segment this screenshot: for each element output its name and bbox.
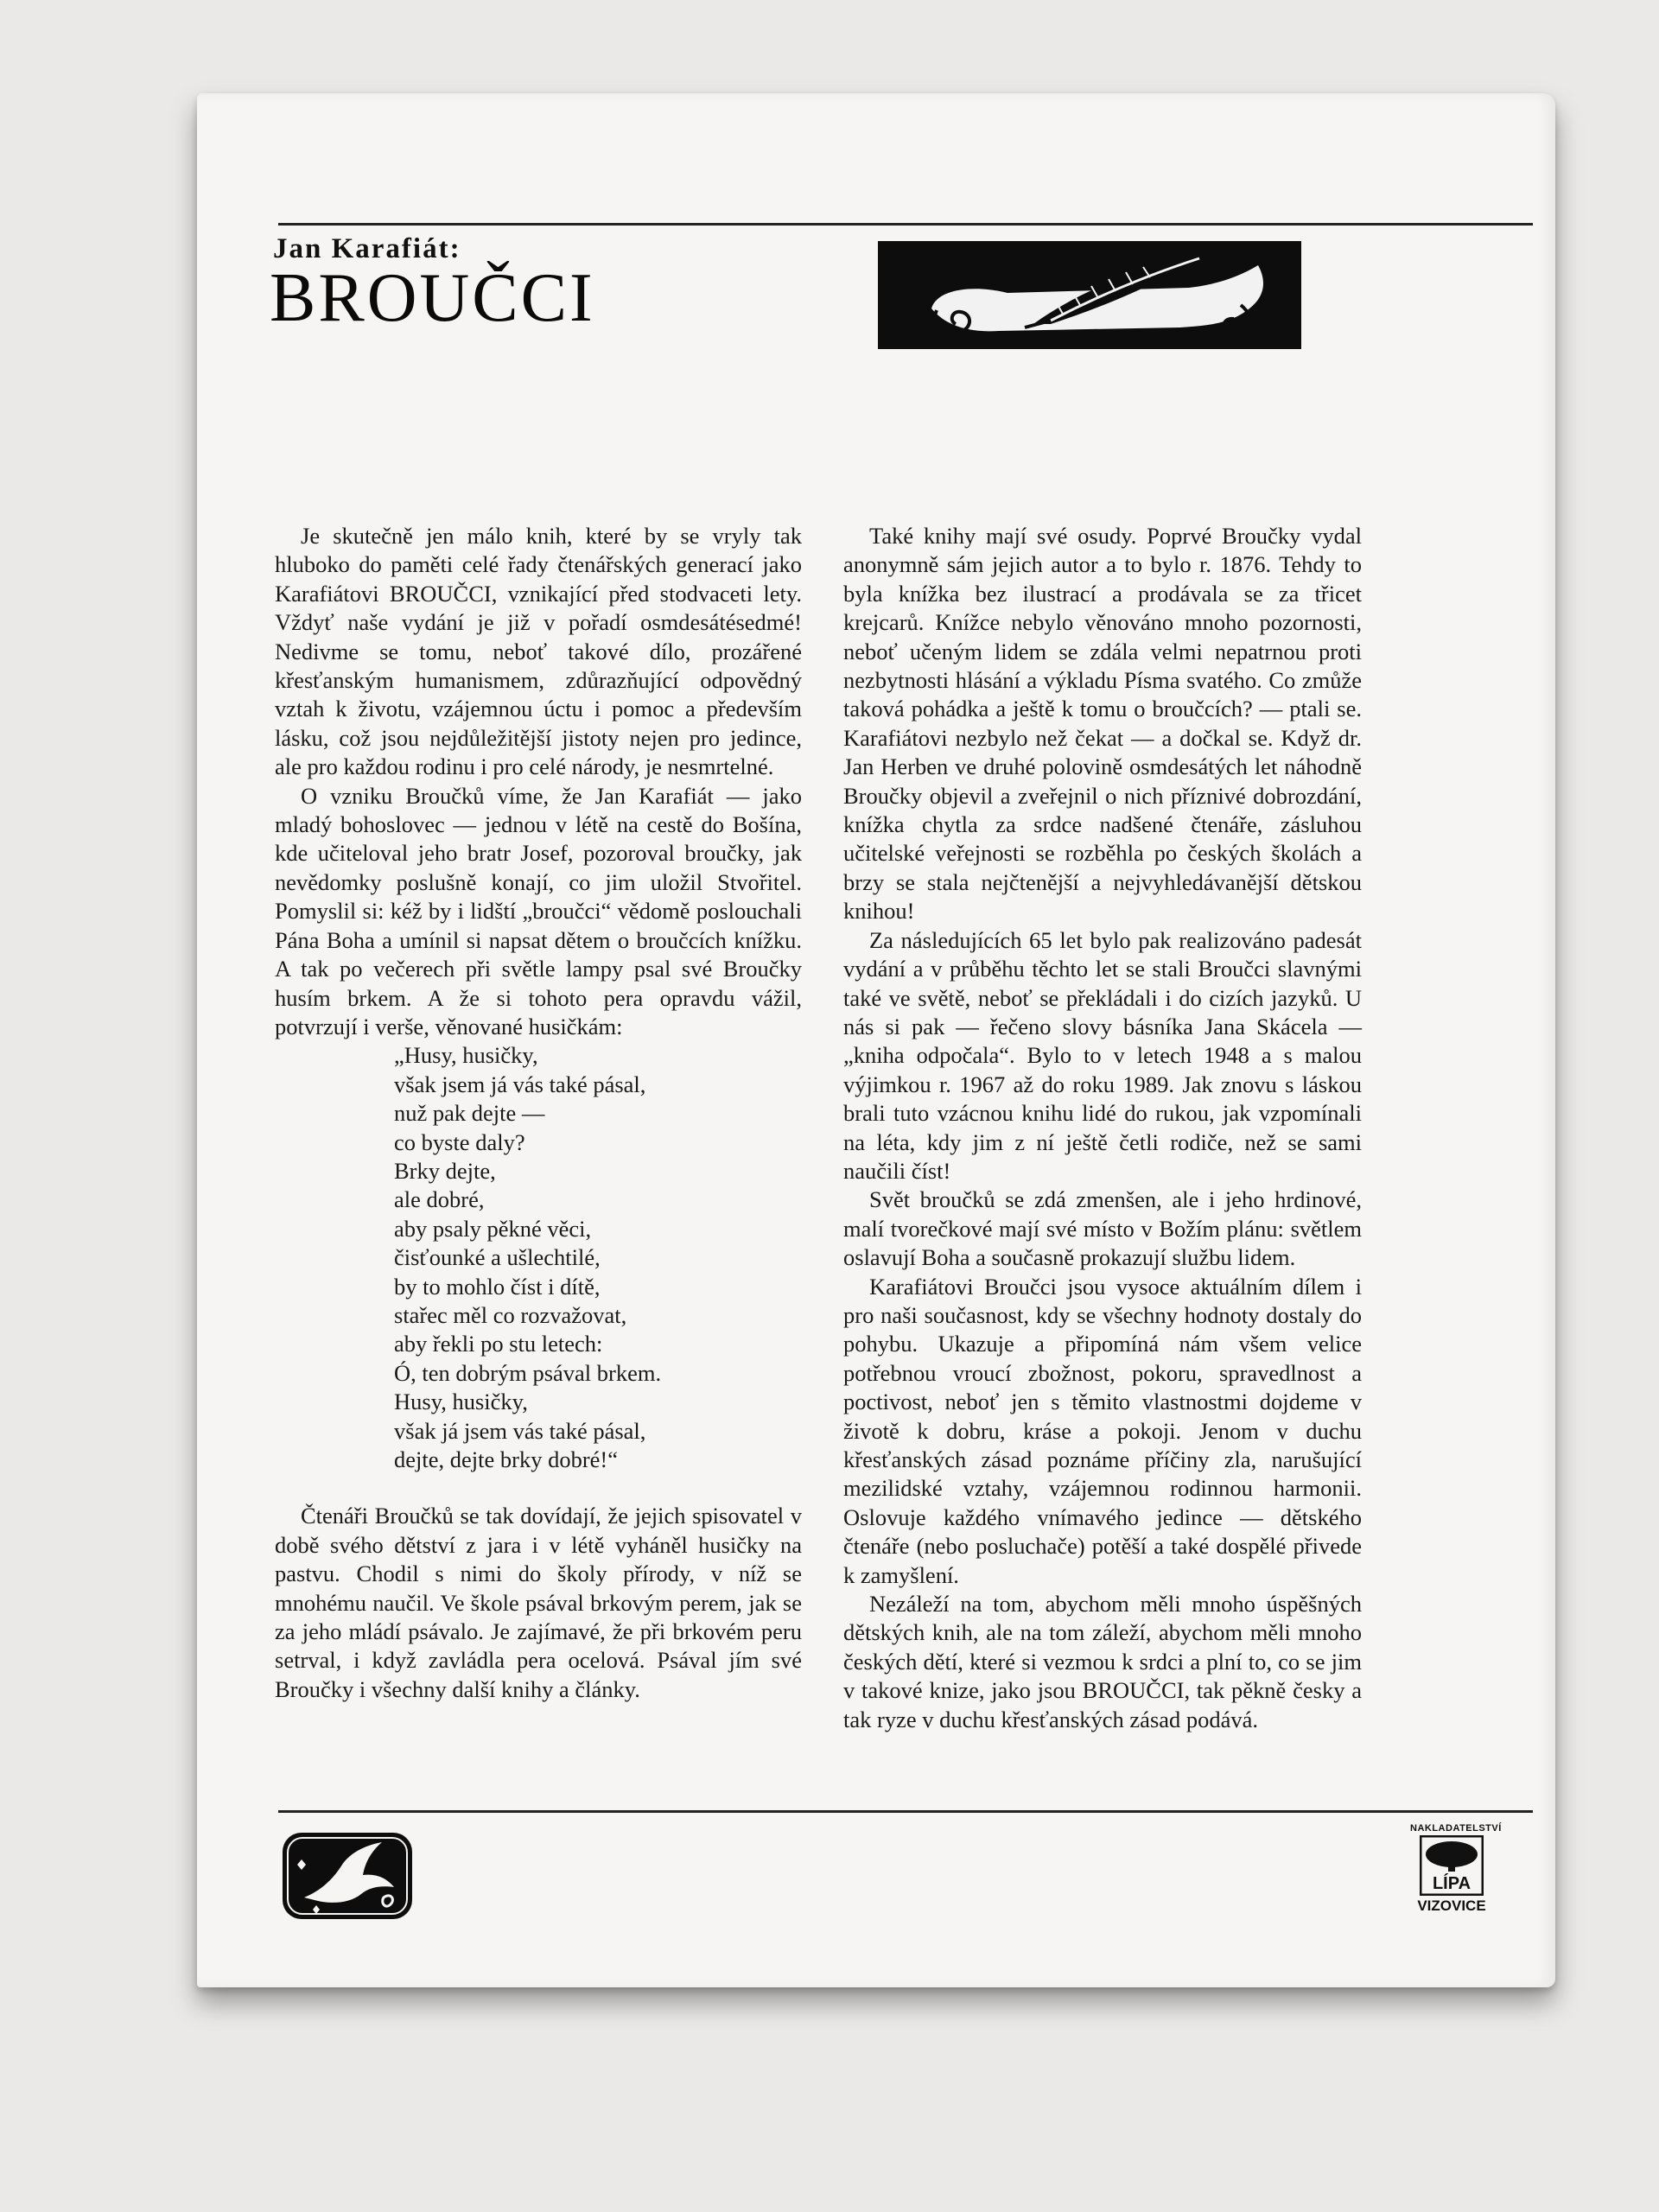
book-title: BROUČCI bbox=[270, 260, 595, 336]
poem-line: dejte, dejte brky dobré!“ bbox=[394, 1446, 618, 1472]
poem-line: Ó, ten dobrým psával brkem. bbox=[394, 1359, 662, 1386]
poem bbox=[394, 1041, 802, 1474]
publisher-logo bbox=[1410, 1823, 1502, 1915]
poem-line: však já jsem vás také pásal, bbox=[394, 1417, 646, 1444]
poem-line: aby řekli po stu letech: bbox=[394, 1331, 603, 1357]
linden-tree-icon bbox=[1420, 1835, 1484, 1896]
paragraph: O vzniku Broučků víme, že Jan Karafiát — jako mladý bohoslovec — jednou v létě na cestě do Bošína, kde učiteloval jeho bratr Josef, pozoroval broučky, jak nevědomky poslušně konají, co jim uložil Stvořitel. Pomyslil si: kéž by i lidští „broučci“ vědomě poslouchali Pána Boha a umínil si napsat dětem o broučcích knížku. A tak po večerech při světle lampy psal své Broučky husím brkem. A že si tohoto pera opravdu vážil, potvrzují i verše, věnované husičkám: bbox=[275, 782, 802, 1039]
poem-line: stařec měl co rozvažovat, bbox=[394, 1301, 627, 1328]
paragraph: Karafiátovi Broučci jsou vysoce aktuálním dílem i pro naši současnost, kdy se všechny hodnoty dostaly do pohybu. Ukazuje a připomíná nám všem velice potřebnou vroucí zbožnost, pokoru, spravedlnost a poctivost, neboť jen s těmito vlastnostmi dojdeme v životě k dobru, kráse a pokoji. Jenom v duchu křesťanských zásad poznáme příčiny zla, narušující mezilidské vztahy, vzájemnou rodinnou harmonii. Oslovuje každého vnímavého jedince — dětského čtenáře (nebo posluchače) potěší a také dospělé přivede k zamyšlení. bbox=[843, 1273, 1362, 1588]
quill-scroll-icon bbox=[878, 241, 1301, 349]
paragraph: Také knihy mají své osudy. Poprvé Broučky vydal anonymně sám jejich autor a to bylo r. 1876. Tehdy to byla knížka bez ilustrací a prodávala se za třicet krejcarů. Knížce nebylo věnováno mnoho pozornosti, neboť učeným lidem se zdála velmi nepatrnou proti nezbytnosti hlásání a výkladu Písma svatého. Co zmůže taková pohádka a ještě k tomu o broučcích? — ptali se. Karafiátovi nezbylo než čekat — a dočkal se. Když dr. Jan Herben ve druhé polovině osmdesátých let náhodně Broučky objevil a zveřejnil o nich příznivé dobrozdání, knížka chytla za srdce nadšené čtenáře, zásluhou učitelské veřejnosti se rozběhla po českých školách a brzy se stala nejčtenější a nejvyhledávanější dětskou knihou! bbox=[843, 523, 1362, 925]
author-name: Jan Karafiát: bbox=[273, 233, 461, 264]
spacer bbox=[275, 1474, 802, 1502]
paragraph: Čtenáři Broučků se tak dovídají, že jejich spisovatel v době svého dětství z jara i v létě vyháněl husičky na pastvu. Chodil s nimi do školy přírody, v níž se mnohému naučil. Ve škole psával brkovým perem, jak se za jeho mládí psávalo. Je zajímavé, že při brkovém peru setrval, i když zavládla pera ocelová. Psával jím své Broučky i všechny další knihy a články. bbox=[275, 1503, 802, 1702]
dove-emblem bbox=[280, 1830, 415, 1922]
poem-line: Husy, husičky, bbox=[394, 1389, 528, 1415]
quill-scroll-illustration bbox=[878, 241, 1301, 349]
paragraph: Svět broučků se zdá zmenšen, ale i jeho hrdinové, malí tvorečkové mají své místo v Božím plánu: světlem oslavují Boha a současně prokazují službu lidem. bbox=[843, 1186, 1362, 1271]
poem-line: aby psaly pěkné věci, bbox=[394, 1215, 592, 1242]
publisher-city: VIZOVICE bbox=[1417, 1897, 1486, 1914]
poem-line: by to mohlo číst i dítě, bbox=[394, 1273, 601, 1300]
paragraph: Nezáleží na tom, abychom měli mnoho úspěšných dětských knih, ale na tom záleží, abychom měli mnoho českých dětí, které si vezmou k srdci a plní to, co se jim v takové knize, jako jsou BROUČCI, tak pěkně česky a tak ryze v duchu křesťanských zásad podává. bbox=[843, 1591, 1362, 1732]
poem-line: co byste daly? bbox=[394, 1128, 525, 1155]
poem-line: „Husy, husičky, bbox=[394, 1042, 538, 1069]
poem-line: ale dobré, bbox=[394, 1186, 485, 1213]
bottom-rule bbox=[278, 1810, 1533, 1813]
paragraph: Je skutečně jen málo knih, které by se vryly tak hluboko do paměti celé řady čtenářských generací jako Karafiátovi BROUČCI, vznikající před stodvaceti lety. Vždyť naše vydání je již v pořadí osmdesátésedmé! Nedivme se tomu, neboť takové dílo, prozářené křesťanským humanismem, zdůrazňující odpovědný vztah k životu, vzájemnou úctu i pomoc a především lásku, což jsou nejdůležitější jistoty nejen pro jedince, ale pro každou rodinu i pro celé národy, je nesmrtelné. bbox=[275, 523, 802, 780]
poem-line: však jsem já vás také pásal, bbox=[394, 1071, 646, 1097]
publisher-logo-text: LÍPA bbox=[1432, 1874, 1471, 1893]
poem-line: Brky dejte, bbox=[394, 1157, 496, 1184]
paragraph: Za následujících 65 let bylo pak realizováno padesát vydání a v průběhu těchto let se stali Broučci slavnými také ve světě, neboť se překládali i do cizích jazyků. U nás si pak — řečeno slovy básníka Jana Skácela — „kniha odpočala“. Bylo to v letech 1948 a s malou výjimkou r. 1967 až do roku 1989. Jak znovu s láskou brali tuto vzácnou knihu lidé do rukou, jak vzpomínali na léta, kdy jim z ní ještě četli rodiče, než se sami naučili číst! bbox=[843, 926, 1362, 1184]
right-text-column bbox=[843, 522, 1362, 1734]
poem-line: čisťounké a ušlechtilé, bbox=[394, 1244, 601, 1271]
poem-line: nuž pak dejte — bbox=[394, 1100, 545, 1127]
top-rule bbox=[278, 223, 1533, 226]
publisher-label: NAKLADATELSTVÍ bbox=[1410, 1823, 1502, 1834]
left-text-column bbox=[275, 522, 802, 1704]
dove-icon bbox=[280, 1830, 415, 1922]
